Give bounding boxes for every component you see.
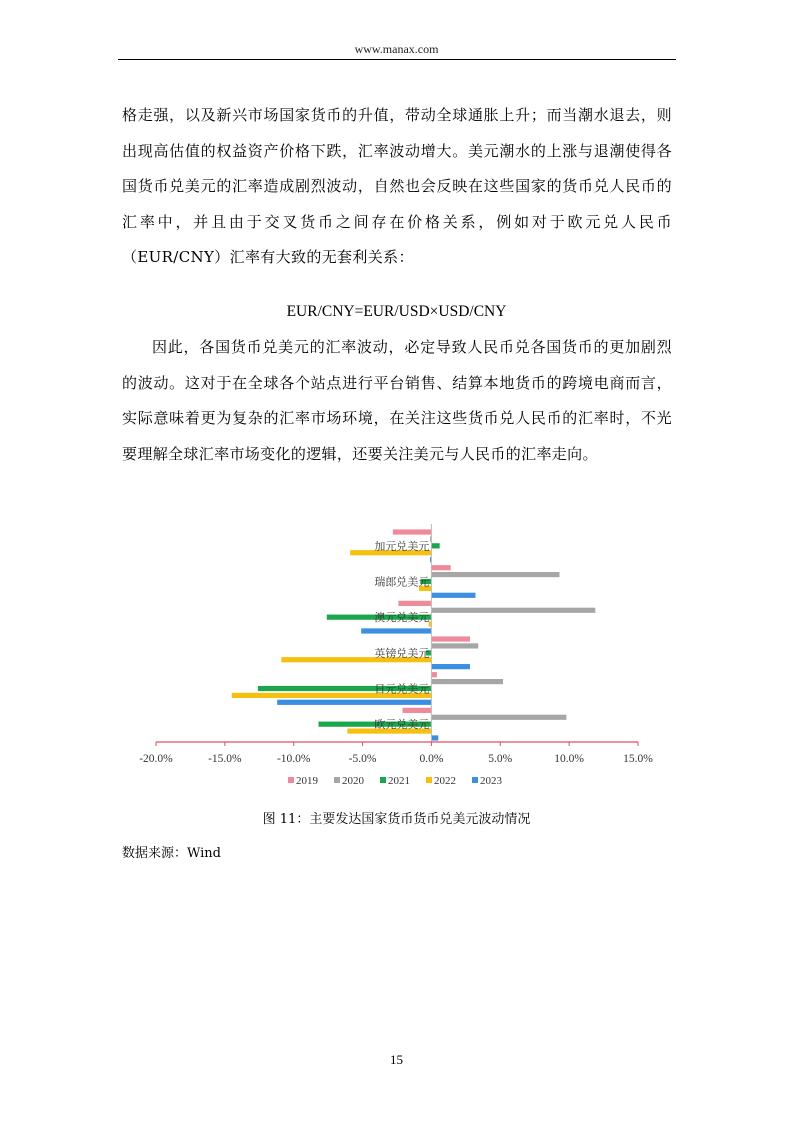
body-paragraph-1: 格走强，以及新兴市场国家货币的升值，带动全球通胀上升；而当潮水退去，则出现高估值的权益资产价格下跌，汇率波动增大。美元潮水的上涨与退潮使得各国货币兑美元的汇率造成剧烈波动，自然也会反映在这些国家的货币兑人民币的汇率中，并且由于交叉货币之间存在价格关系，例如对于欧元兑人民币（EUR/CNY）汇率有大致的无套利关系： bbox=[122, 106, 672, 266]
fx-volatility-chart bbox=[118, 520, 678, 805]
bar-2023-5 bbox=[277, 700, 431, 705]
x-tick-label: -20.0% bbox=[139, 753, 173, 765]
x-tick-label: 15.0% bbox=[623, 753, 653, 765]
bar-2023-6 bbox=[431, 735, 438, 740]
legend-swatch-2021 bbox=[380, 777, 386, 783]
x-tick-label: 5.0% bbox=[488, 753, 513, 765]
x-tick-label: -5.0% bbox=[348, 753, 377, 765]
legend-swatch-2020 bbox=[334, 777, 340, 783]
bar-2023-3 bbox=[361, 628, 431, 633]
bar-2019-1 bbox=[393, 529, 432, 534]
bar-2020-6 bbox=[431, 715, 566, 720]
body-paragraph-2: 因此，各国货币兑美元的汇率波动，必定导致人民币兑各国货币的更加剧烈的波动。这对于在全球各个站点进行平台销售、结算本地货币的跨境电商而言，实际意味着更为复杂的汇率市场环境，在关注这些货币兑人民币的汇率时，不光要理解全球汇率市场变化的逻辑，还要关注美元与人民币的汇率走向。 bbox=[122, 338, 672, 463]
x-tick-label: 0.0% bbox=[419, 753, 444, 765]
page-number: 15 bbox=[390, 1052, 403, 1067]
bar-2021-1 bbox=[431, 543, 439, 548]
bar-2023-2 bbox=[431, 593, 475, 598]
x-tick-label: -10.0% bbox=[276, 753, 311, 765]
legend-swatch-2019 bbox=[288, 777, 294, 783]
formula: EUR/CNY=EUR/USD×USD/CNY bbox=[286, 303, 507, 320]
category-label: 加元兑美元 bbox=[374, 539, 430, 553]
bar-2019-2 bbox=[431, 565, 450, 570]
legend-label-2020: 2020 bbox=[342, 775, 364, 787]
figure-caption: 图 11：主要发达国家货币货币兑美元波动情况 bbox=[262, 812, 531, 827]
bar-2019-6 bbox=[403, 708, 432, 713]
data-source: 数据来源：Wind bbox=[122, 846, 221, 861]
bar-2020-2 bbox=[431, 572, 559, 577]
bar-2019-4 bbox=[431, 636, 470, 641]
x-tick-label: 10.0% bbox=[554, 753, 585, 765]
category-label: 英镑兑美元 bbox=[374, 646, 430, 660]
category-label: 日元兑美元 bbox=[374, 682, 430, 696]
header-divider bbox=[118, 59, 676, 60]
bar-2019-5 bbox=[431, 672, 437, 677]
legend-swatch-2023 bbox=[472, 777, 478, 783]
legend-label-2019: 2019 bbox=[296, 775, 318, 787]
category-label: 澳元兑美元 bbox=[374, 611, 430, 625]
category-label: 欧元兑美元 bbox=[374, 718, 430, 732]
category-label: 瑞郎兑美元 bbox=[374, 575, 430, 589]
legend-swatch-2022 bbox=[426, 777, 432, 783]
legend-label-2023: 2023 bbox=[480, 775, 502, 787]
bar-2020-3 bbox=[431, 608, 595, 613]
bar-2020-4 bbox=[431, 643, 478, 648]
legend-label-2021: 2021 bbox=[388, 775, 410, 787]
legend-label-2022: 2022 bbox=[434, 775, 456, 787]
bar-2020-5 bbox=[431, 679, 503, 684]
x-tick-label: -15.0% bbox=[208, 753, 242, 765]
header-url: www.manax.com bbox=[354, 42, 439, 56]
bar-2023-4 bbox=[431, 664, 470, 669]
bar-2019-3 bbox=[398, 601, 431, 606]
